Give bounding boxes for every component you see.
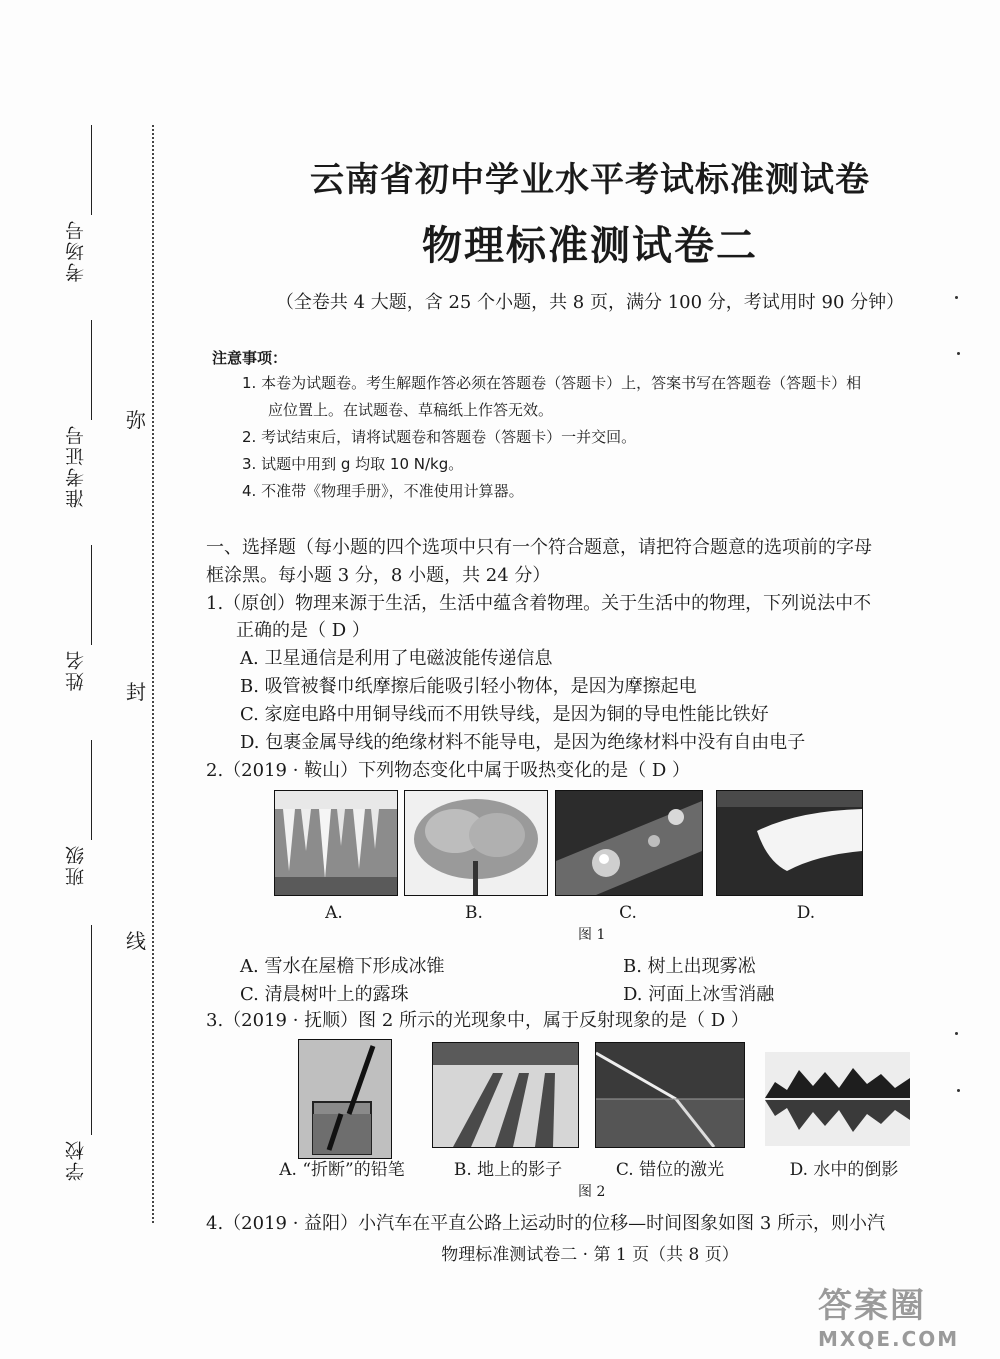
dew-leaf-image (556, 791, 702, 895)
question-1-option-c: C. 家庭电路中用铜导线而不用铁导线，是因为铜的导电性能比铁好 (240, 704, 769, 725)
notice-item: 1. 本卷为试题卷。考生解题作答必须在答题卷（答题卡）上，答案书写在答题卷（答题卡）相 (242, 374, 862, 392)
notice-item: 4. 不准带《物理手册》，不准使用计算器。 (242, 482, 524, 500)
question-2-stem: 2.（2019 · 鞍山）下列物态变化中属于吸热变化的是（ D ） (206, 760, 691, 781)
seal-dotted-line (152, 125, 154, 1223)
question-1-option-b: B. 吸管被餐巾纸摩擦后能吸引轻小物体，是因为摩擦起电 (240, 676, 697, 697)
question-3-stem: 3.（2019 · 抚顺）图 2 所示的光现象中，属于反射现象的是（ D ） (206, 1010, 749, 1031)
icicles-image (275, 791, 397, 895)
photo-reflection (765, 1052, 910, 1146)
shadows-image (433, 1043, 578, 1147)
melting-ice-image (717, 791, 862, 895)
field-exam-room[interactable] (62, 125, 122, 335)
field-line (91, 320, 92, 420)
field-label: 考场号 (65, 219, 87, 282)
figure-1-caption: 图 1 (578, 927, 606, 943)
laser-image (596, 1043, 744, 1147)
seal-char-mi: 弥 (126, 408, 146, 432)
figure-2-label-c: C. 错位的激光 (615, 1160, 725, 1180)
section-heading-cont: 框涂黑。每小题 3 分，8 小题，共 24 分） (206, 565, 551, 586)
bent-pencil-image (299, 1040, 391, 1158)
question-2-option-c: C. 清晨树叶上的露珠 (240, 984, 409, 1005)
exam-paper-title: 物理标准测试卷二 (422, 222, 758, 269)
watermark-text: 答案圈 (818, 1286, 926, 1326)
figure-1-label-c: C. (619, 903, 637, 923)
question-2-option-d: D. 河面上冰雪消融 (623, 984, 775, 1005)
photo-laser (595, 1042, 745, 1148)
photo-icicles (274, 790, 398, 896)
question-1-stem-cont: 正确的是（ D ） (236, 620, 370, 641)
field-school[interactable] (62, 925, 122, 1200)
rime-tree-image (405, 791, 547, 895)
seal-char-feng: 封 (126, 680, 146, 704)
question-2-option-a: A. 雪水在屋檐下形成冰锥 (240, 956, 445, 977)
exam-series-title: 云南省初中学业水平考试标准测试卷 (310, 160, 870, 200)
page-footer: 物理标准测试卷二 · 第 1 页（共 8 页） (441, 1245, 739, 1265)
field-name[interactable] (62, 545, 122, 715)
figure-2-label-d: D. 水中的倒影 (789, 1160, 899, 1180)
photo-shadows (432, 1042, 579, 1148)
exam-info-subtitle: （全卷共 4 大题，含 25 个小题，共 8 页，满分 100 分，考试用时 90 分钟） (275, 292, 905, 313)
watermark-logo (818, 1278, 959, 1351)
question-1-option-d: D. 包裹金属导线的绝缘材料不能导电，是因为绝缘材料中没有自由电子 (240, 732, 806, 753)
field-label: 学校 (65, 1139, 87, 1181)
question-4-stem: 4.（2019 · 益阳）小汽车在平直公路上运动时的位移—时间图象如图 3 所示，则小汽 (206, 1213, 886, 1234)
notice-item: 应位置上。在试题卷、草稿纸上作答无效。 (268, 401, 554, 419)
field-ticket-number[interactable] (62, 320, 122, 540)
figure-2-label-a: A. “折断”的铅笔 (279, 1160, 405, 1180)
question-1-stem: 1.（原创）物理来源于生活，生活中蕴含着物理。关于生活中的物理，下列说法中不 (206, 593, 872, 614)
field-line (91, 925, 92, 1135)
field-class[interactable] (62, 740, 122, 910)
reflection-image (765, 1052, 910, 1146)
scan-mark (957, 1089, 960, 1092)
field-label: 姓名 (65, 649, 87, 691)
photo-dew-leaf (555, 790, 703, 896)
question-1-option-a: A. 卫星通信是利用了电磁波能传递信息 (240, 648, 553, 669)
scan-mark (955, 296, 958, 299)
figure-1-label-b: B. (465, 903, 483, 923)
notice-item: 2. 考试结束后，请将试题卷和答题卷（答题卡）一并交回。 (242, 428, 637, 446)
field-line (91, 545, 92, 645)
field-line (91, 740, 92, 840)
figure-2-label-b: B. 地上的影子 (453, 1160, 563, 1180)
section-heading (206, 534, 946, 561)
figure-1-label-d: D. (796, 903, 816, 923)
seal-char-xian: 线 (126, 929, 146, 953)
photo-bent-pencil (298, 1039, 392, 1159)
photo-melting-ice (716, 790, 863, 896)
field-label: 准考证号 (65, 424, 87, 508)
scan-mark (955, 1032, 958, 1035)
notice-item: 3. 试题中用到 g 均取 10 N/kg。 (242, 455, 464, 473)
notice-heading: 注意事项： (212, 349, 288, 367)
figure-1-label-a: A. (325, 903, 343, 923)
photo-rime-tree (404, 790, 548, 896)
field-line (91, 125, 92, 215)
watermark-domain: MXQE.COM (818, 1327, 960, 1351)
scan-mark (957, 352, 960, 355)
section-heading-line: 一、选择题（每小题的四个选项中只有一个符合题意，请把符合题意的选项前的字母 (206, 537, 872, 558)
field-label: 班级 (65, 844, 87, 886)
question-2-option-b: B. 树上出现雾凇 (623, 956, 756, 977)
figure-2-caption: 图 2 (578, 1184, 606, 1200)
